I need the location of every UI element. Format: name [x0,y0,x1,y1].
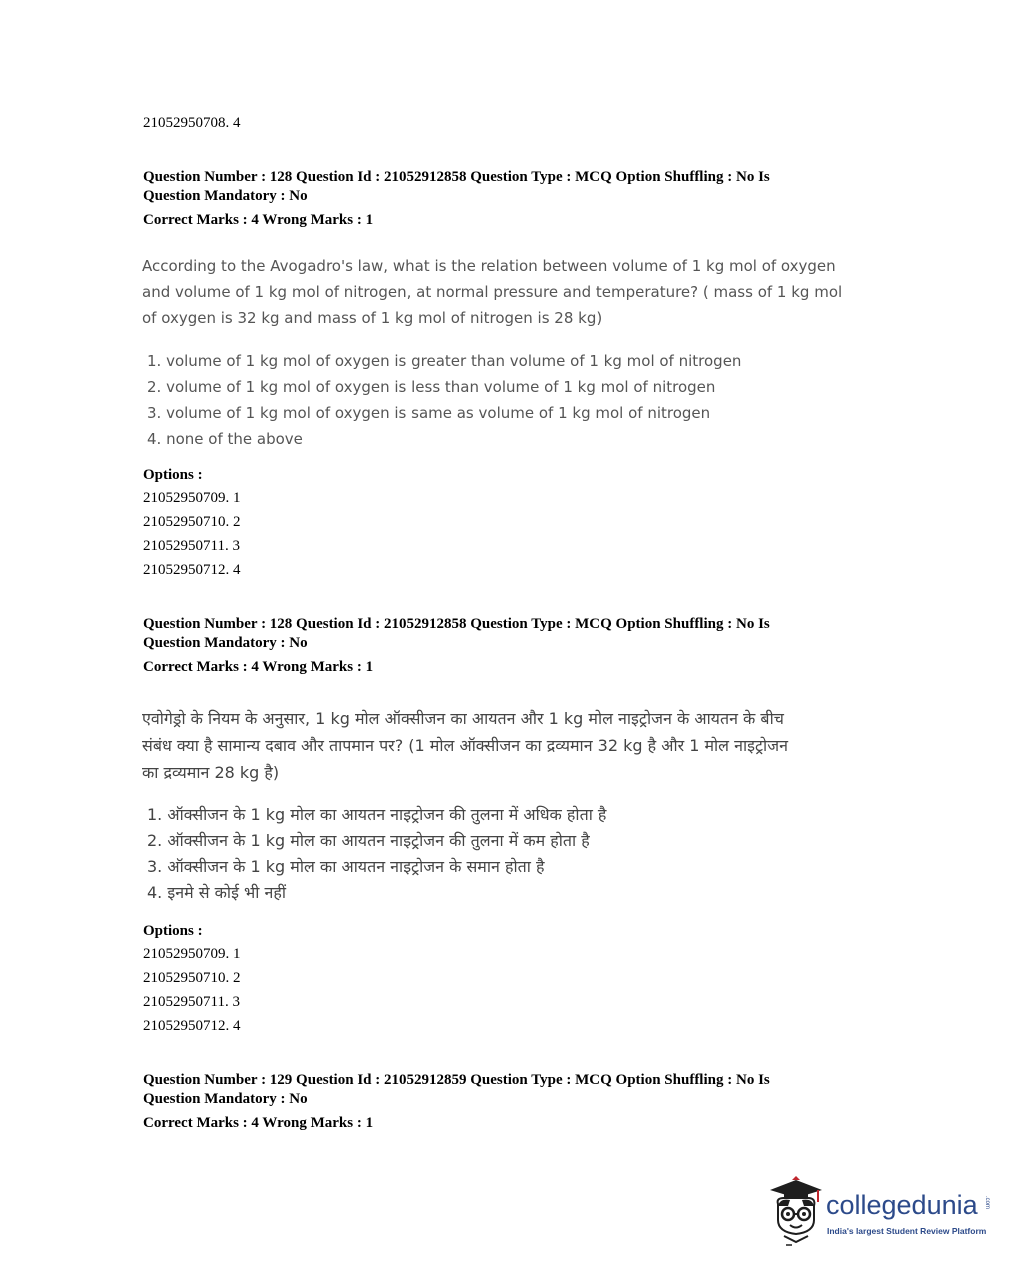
choice-item: 2. volume of 1 kg mol of oxygen is less than volume of 1 kg mol of nitrogen [147,378,716,396]
logo-tagline: India's largest Student Review Platform [827,1226,987,1236]
question-text-line: का द्रव्यमान 28 kg है) [142,763,280,782]
question-text-line: and volume of 1 kg mol of nitrogen, at normal pressure and temperature? ( mass of 1 kg mol [142,283,843,301]
options-label: Options : [143,923,203,939]
question-text-line: एवोगेड्रो के नियम के अनुसार, 1 kg मोल ऑक्सीजन का आयतन और 1 kg मोल नाइट्रोजन के आयतन के बीच [142,709,784,728]
option-id-line: 21052950711. 3 [143,994,240,1010]
logo-domain: .com [984,1196,990,1210]
question-header-cont: Question Mandatory : No [143,1091,308,1107]
question-text-line: of oxygen is 32 kg and mass of 1 kg mol of nitrogen is 28 kg) [142,309,603,327]
choice-item: 3. ऑक्सीजन के 1 kg मोल का आयतन नाइट्रोजन के समान होता है [147,857,545,876]
option-id-line: 21052950709. 1 [143,946,241,962]
question-header: Question Number : 128 Question Id : 21052912858 Question Type : MCQ Option Shuffling : No Is [143,616,770,632]
choice-item: 1. ऑक्सीजन के 1 kg मोल का आयतन नाइट्रोजन की तुलना में अधिक होता है [147,805,607,824]
choice-item: 2. ऑक्सीजन के 1 kg मोल का आयतन नाइट्रोजन की तुलना में कम होता है [147,831,590,850]
option-id-line: 21052950710. 2 [143,514,241,530]
question-text-line: संबंध क्या है सामान्य दबाव और तापमान पर? (1 मोल ऑक्सीजन का द्रव्यमान 32 kg है और 1 मोल नाइट्रोजन [142,736,788,755]
choice-item: 4. इनमे से कोई भी नहीं [147,883,287,902]
collegedunia-mascot-icon [766,1176,826,1248]
option-id-line: 21052950712. 4 [143,562,241,578]
option-id-line: 21052950710. 2 [143,970,241,986]
question-header: Question Number : 128 Question Id : 21052912858 Question Type : MCQ Option Shuffling : No Is [143,169,770,185]
option-id-line: 21052950709. 1 [143,490,241,506]
option-id-line: 21052950712. 4 [143,1018,241,1034]
question-text-line: According to the Avogadro's law, what is the relation between volume of 1 kg mol of oxygen [142,257,836,275]
option-id-line: 21052950711. 3 [143,538,240,554]
marks-line: Correct Marks : 4 Wrong Marks : 1 [143,1115,374,1131]
marks-line: Correct Marks : 4 Wrong Marks : 1 [143,212,374,228]
choice-item: 3. volume of 1 kg mol of oxygen is same as volume of 1 kg mol of nitrogen [147,404,711,422]
options-label: Options : [143,467,203,483]
top-option-line: 21052950708. 4 [143,115,241,131]
question-header-cont: Question Mandatory : No [143,635,308,651]
question-header-cont: Question Mandatory : No [143,188,308,204]
choice-item: 1. volume of 1 kg mol of oxygen is greater than volume of 1 kg mol of nitrogen [147,352,742,370]
collegedunia-logo [766,1176,996,1248]
marks-line: Correct Marks : 4 Wrong Marks : 1 [143,659,374,675]
logo-wordmark: collegedunia [826,1190,978,1220]
question-header: Question Number : 129 Question Id : 21052912859 Question Type : MCQ Option Shuffling : No Is [143,1072,770,1088]
choice-item: 4. none of the above [147,430,303,448]
